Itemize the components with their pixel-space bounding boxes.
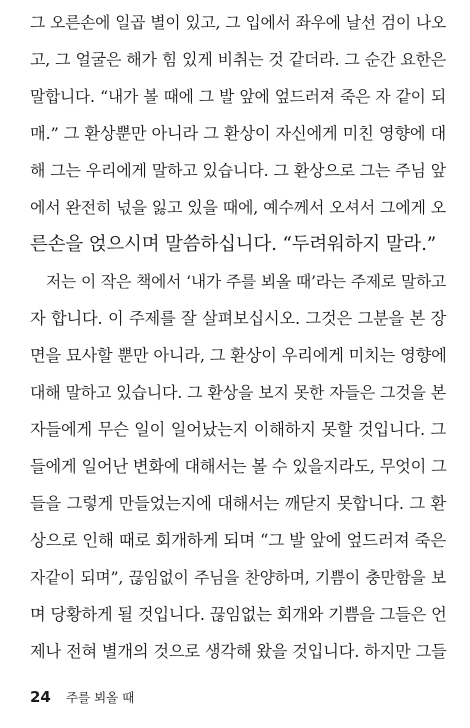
text-line: 해 그는 우리에게 말하고 있습니다. 그 환상으로 그는 주님 앞 [30, 161, 446, 180]
text-line: 들에게 일어난 변화에 대해서는 볼 수 있을지라도, 무엇이 그 [30, 457, 447, 476]
text-line: 제나 전혀 별개의 것으로 생각해 왔을 것입니다. 하지만 그들 [30, 642, 447, 661]
text-line: 말합니다. “내가 볼 때에 그 발 앞에 엎드러져 죽은 자 같이 되 [30, 87, 446, 106]
text-line: 매.” 그 환상뿐만 아니라 그 환상이 자신에게 미친 영향에 대 [30, 124, 446, 143]
text-line: 자 합니다. 이 주제를 잘 살펴보십시오. 그것은 그분을 본 장 [30, 309, 446, 328]
text-line: 면을 묘사할 뿐만 아니라, 그 환상이 우리에게 미치는 영향에 [30, 346, 447, 365]
text-line: 대해 말하고 있습니다. 그 환상을 보지 못한 자들은 그것을 본 [30, 383, 446, 402]
running-title: 주를 뵈올 때 [65, 690, 135, 705]
text-line: 며 당황하게 될 것입니다. 끊임없는 회개와 기쁨을 그들은 언 [30, 605, 447, 624]
text-line: 저는 이 작은 책에서 ‘내가 주를 뵈올 때’라는 주제로 말하고 [46, 272, 446, 291]
text-line: 른손을 얹으시며 말씀하십니다. “두려워하지 말라.” [30, 234, 437, 255]
page-number: 24 [30, 688, 51, 706]
page-footer [30, 687, 134, 707]
text-line: 자들에게 무슨 일이 일어났는지 이해하지 못할 것입니다. 그 [30, 420, 446, 439]
text-line: 들을 그렇게 만들었는지에 대해서는 깨닫지 못합니다. 그 환 [30, 494, 446, 513]
text-line: 그 오른손에 일곱 별이 있고, 그 입에서 좌우에 날선 검이 나오 [30, 13, 446, 32]
text-line: 고, 그 얼굴은 해가 힘 있게 비취는 것 같더라. 그 순간 요한은 [30, 50, 446, 69]
text-line: 자같이 되며”, 끊임없이 주님을 찬양하며, 기쁨이 충만함을 보 [30, 568, 446, 587]
text-line: 에서 완전히 넋을 잃고 있을 때에, 예수께서 오셔서 그에게 오 [30, 198, 446, 217]
text-line: 상으로 인해 때로 회개하게 되며 “그 발 앞에 엎드러져 죽은 [30, 531, 446, 550]
